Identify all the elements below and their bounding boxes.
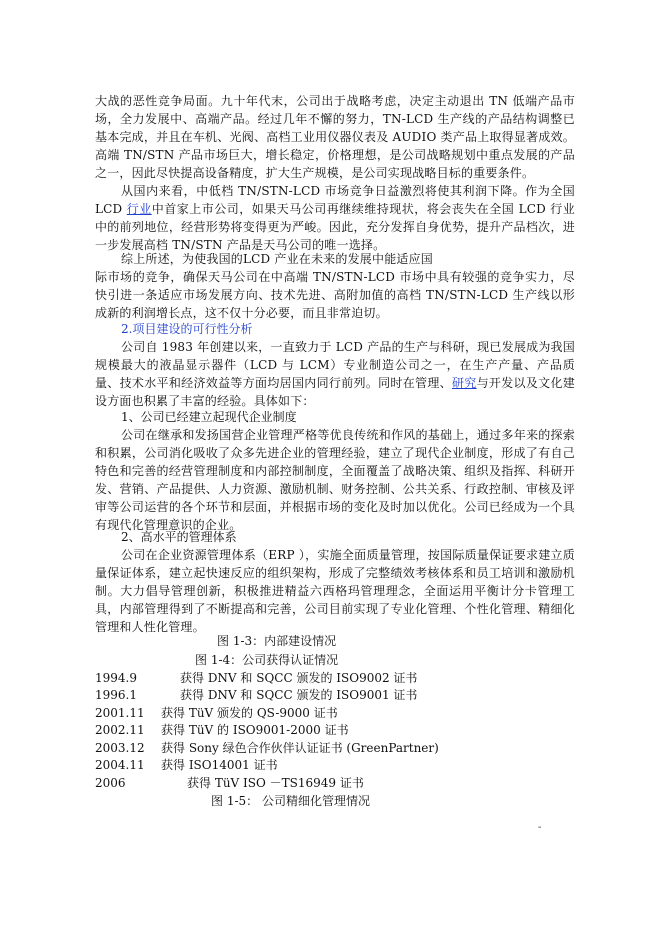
cert-year: 2002.11 <box>95 723 145 737</box>
paragraph-text: 中首家上市公司，如果天马公司再继续维持现状，将会丧失在全国 LCD 行业中的前列地位，经营形势将变得更为严峻。因此，充分发挥自身优势，提升产品档次，进一步发展高档 TN/STN 产品是天马公司的唯一选择。 <box>95 202 576 252</box>
cert-text: 获得 TüV 颁发的 QS-9000 证书 <box>161 706 338 720</box>
paragraph-text: 与开发以及文化建设方面也积累了丰富的经验。具体如下： <box>95 376 575 408</box>
cert-text: 获得 TüV 的 ISO9001-2000 证书 <box>161 723 349 737</box>
figure-caption-1-3: 图 1-3：内部建设情况 <box>217 634 337 648</box>
paragraph-enterprise-system: 公司在继承和发扬国营企业管理严格等优良传统和作风的基础上，通过多年来的探索和积累，公司消化吸收了众多先进企业的管理经验，建立了现代企业制度，形成了有自己特色和完善的经营管理制度和内部控制制度，全面覆盖了战略决策、组织及指挥、科研开发、营销、产品提供、人力资源、激励机制、财务控制、公共关系、行政控制、审核及评审等公司运营的各个环节和层面，并根据市场的变化及时加以优化。公司已经成为一个具有现代化管理意识的企业。 <box>95 428 575 532</box>
paragraph-text: 公司自 1983 年创建以来，一直致力于 LCD 产品的生产与科研，现已发展成为我国规模最大的液晶显示器件（LCD 与 LCM）专业制造公司之一，在生产产量、产品质量、技术水平和经济效益等方面均居国内同行前列。同时在管理、 <box>95 340 575 390</box>
cert-text: 获得 Sony 绿色合作伙伴认证证书 (GreenPartner) <box>161 741 439 755</box>
paragraph-summary-lead: 综上所述，为使我国的LCD 产业在未来的发展中能适应国 <box>121 252 433 266</box>
heading-modern-enterprise: 1、公司已经建立起现代企业制度 <box>121 410 297 424</box>
paragraph-market-strategy: 大战的恶性竞争局面。九十年代末，公司出于战略考虑，决定主动退出 TN 低端产品市场，全力发展中、高端产品。经过几年不懈的努力，TN-LCD 生产线的产品结构调整已基本完成，并且在车机、光阀、高档工业用仪器仪表及 AUDIO 类产品上取得显著成效。高端 TN/STN 产品市场巨大，增长稳定，价格理想，是公司战略规划中重点发展的产品之一，因此尽快提高设备精度，扩大生产规模，是公司实现战略目标的重要条件。 <box>95 94 575 180</box>
cert-year: 2004.11 <box>95 758 145 772</box>
cert-year: 2001.11 <box>95 706 145 720</box>
heading-management-system: 2、高水平的管理体系 <box>121 530 237 544</box>
figure-caption-1-5: 图 1-5： 公司精细化管理情况 <box>211 794 370 808</box>
paragraph-text: 从国内来看，中低档 TN/STN-LCD 市场竞争日益激烈将使其利润下降。作为全国 LCD <box>95 184 575 216</box>
paragraph-management-system: 公司在企业资源管理体系（ERP ），实施全面质量管理，按国际质量保证要求建立质量保证体系，建立起快速反应的组织架构，形成了完整绩效考核体系和员工培训和激励机制。大力倡导管理创新，积极推进精益六西格玛管理理念，全面运用平衡计分卡管理工具，内部管理得到了不断提高和完善，公司目前实现了专业化管理、个性化管理、精细化管理和人性化管理。 <box>95 548 575 634</box>
industry-link[interactable]: 行业 <box>126 202 152 216</box>
cert-year: 2003.12 <box>95 741 145 755</box>
cert-text: 获得 TüV ISO －TS16949 证书 <box>187 776 364 790</box>
cert-year: 1994.9 <box>95 671 137 685</box>
paragraph-summary: 际市场的竞争，确保天马公司在中高端 TN/STN-LCD 市场中具有较强的竞争实力，尽快引进一条适应市场发展方向、技术先进、高附加值的高档 TN/STN-LCD 生产线以形成新的利润增长点，这不仅十分必要，而且非常迫切。 <box>95 270 575 320</box>
figure-caption-1-4: 图 1-4：公司获得认证情况 <box>195 653 339 667</box>
cert-year: 1996.1 <box>95 688 137 702</box>
research-link[interactable]: 研究 <box>452 376 477 390</box>
cert-text: 获得 ISO14001 证书 <box>161 758 278 772</box>
cert-text: 获得 DNV 和 SQCC 颁发的 ISO9001 证书 <box>180 688 418 702</box>
paragraph-domestic-market <box>95 182 575 254</box>
paragraph-company-history <box>95 338 575 410</box>
section-heading-feasibility: 2.项目建设的可行性分析 <box>121 322 253 336</box>
cert-year: 2006 <box>95 776 126 790</box>
cert-text: 获得 DNV 和 SQCC 颁发的 ISO9002 证书 <box>180 671 418 685</box>
page-mark: - <box>538 822 542 833</box>
